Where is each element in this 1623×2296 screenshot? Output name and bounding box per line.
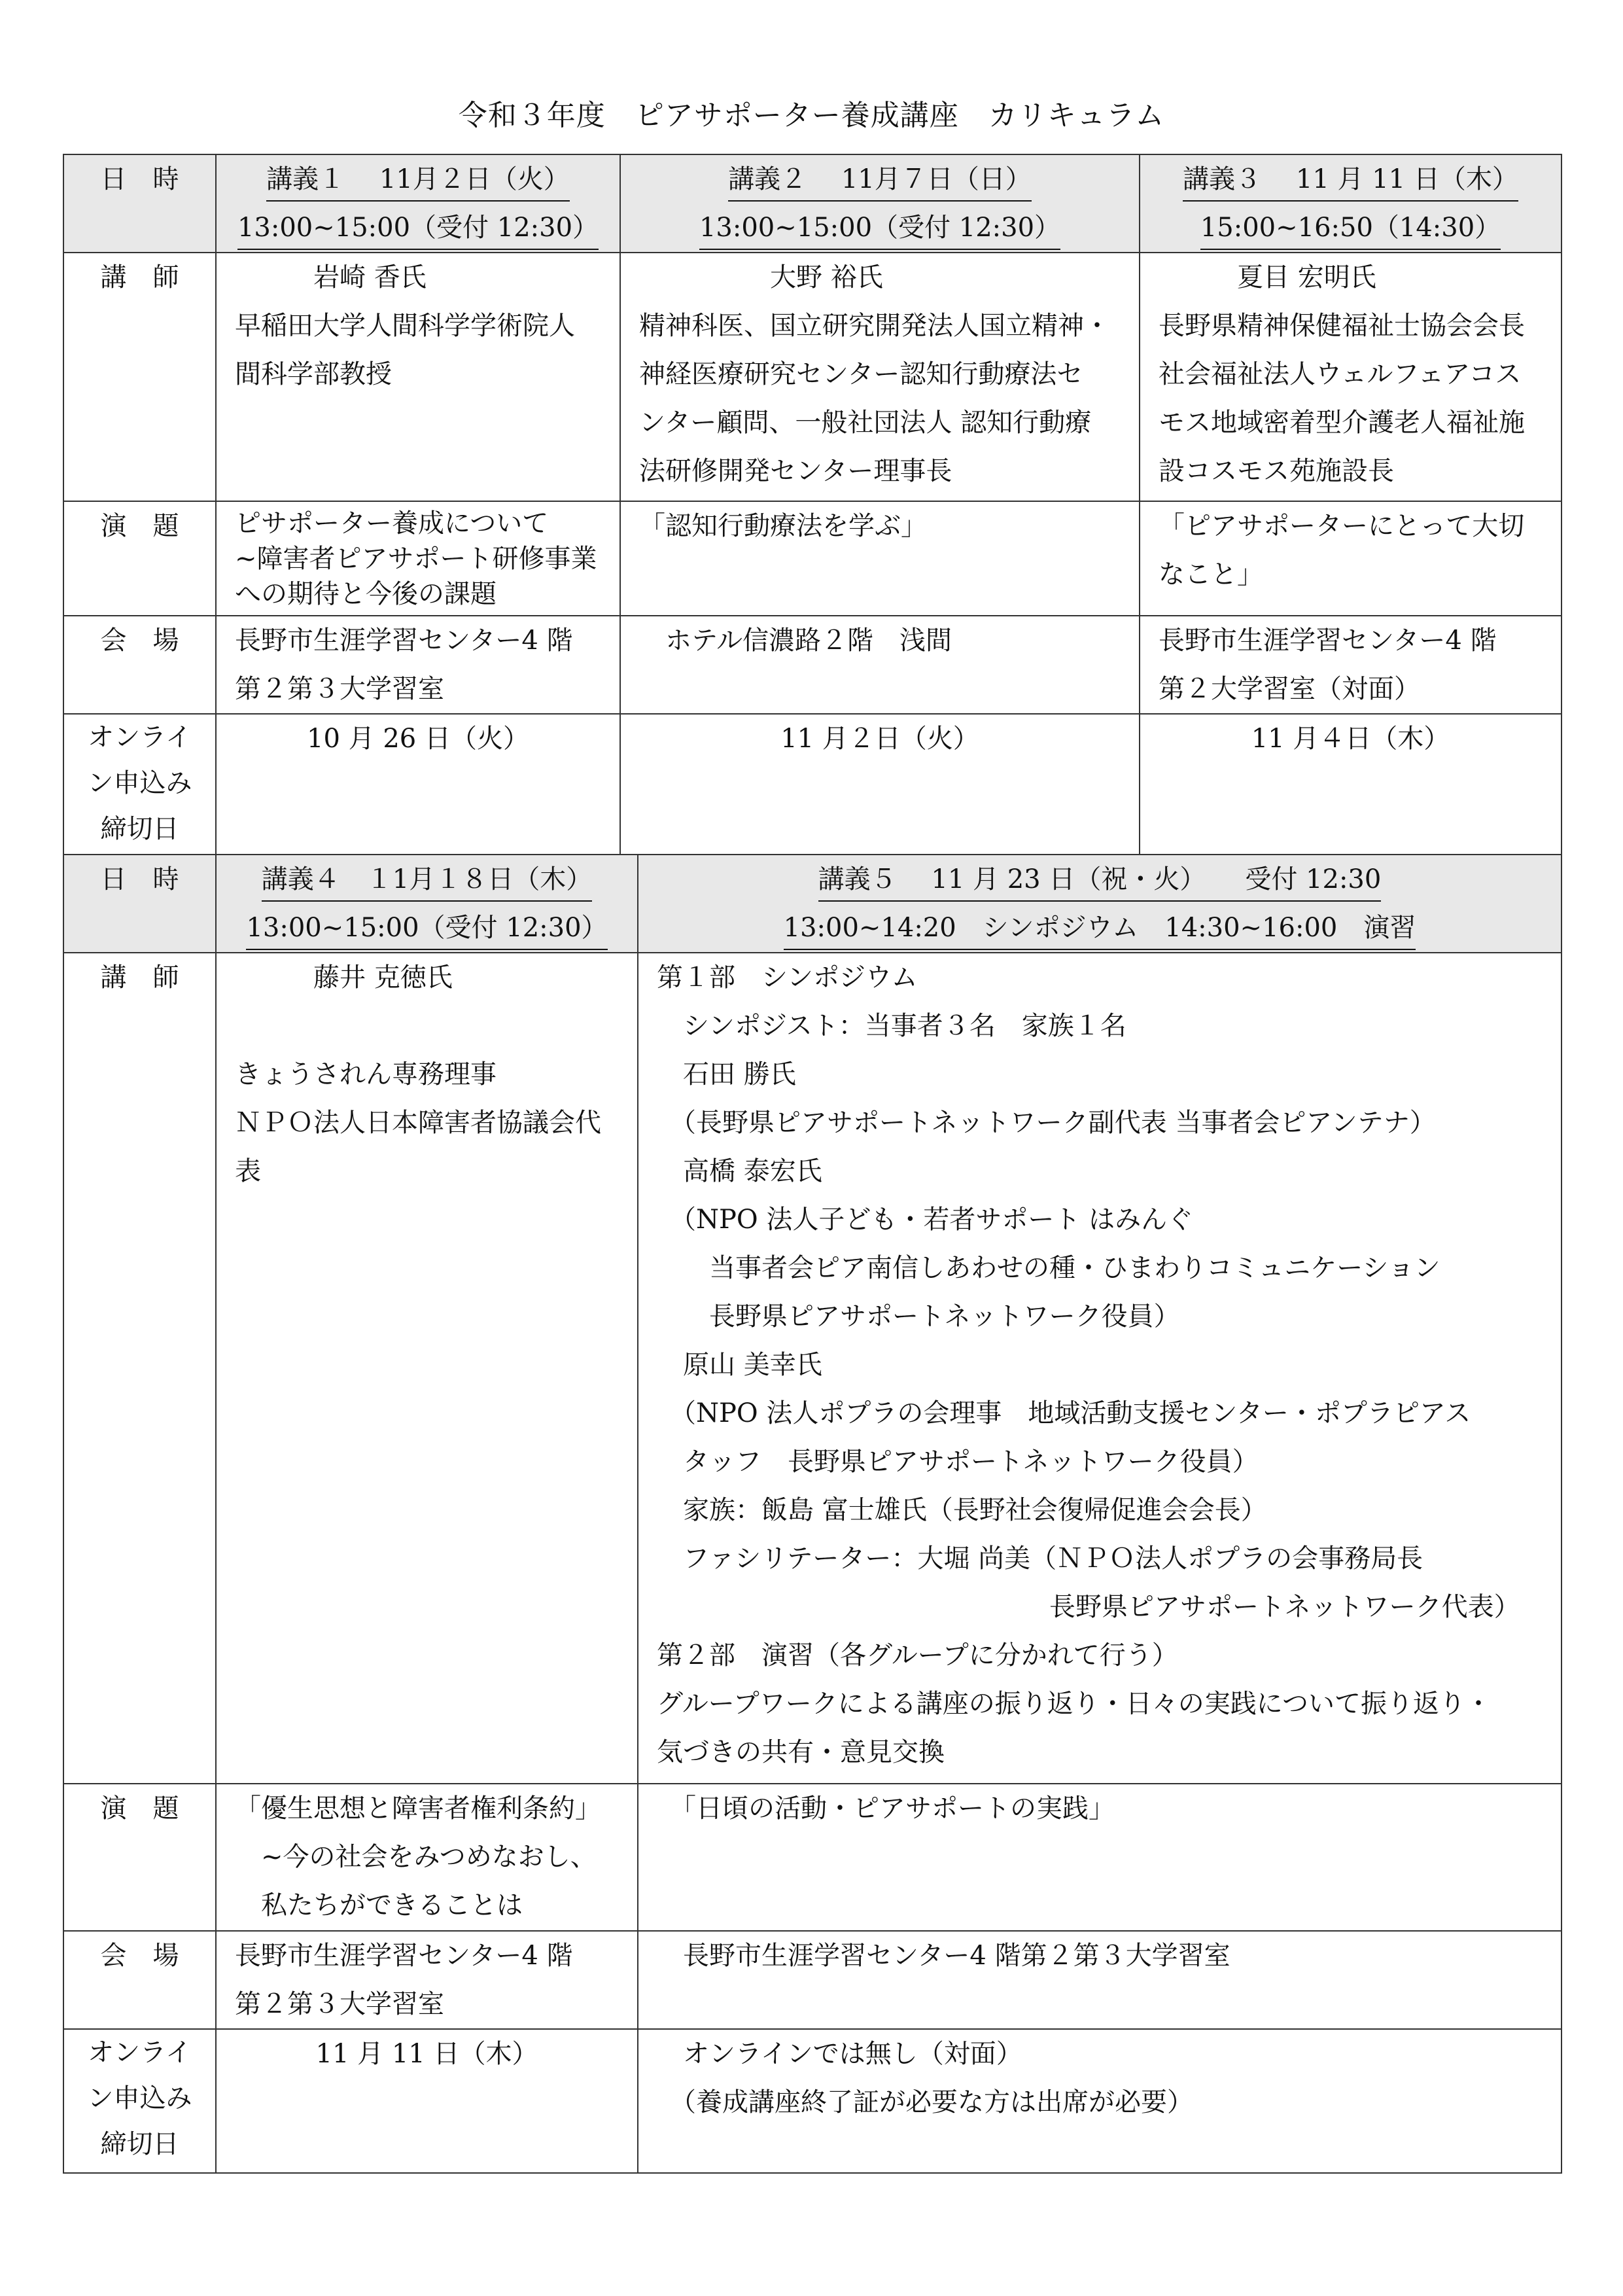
label-theme: 演 題 xyxy=(63,1784,216,1931)
lecture-4-theme: 「優生思想と障害者権利条約」 ~今の社会をみつめなおし、 私たちができることは xyxy=(216,1784,638,1931)
lecture-1-theme: ピサポーター養成について ~障害者ピアサポート研修事業 への期待と今後の課題 xyxy=(216,501,620,616)
lecture-3-venue: 長野市生涯学習センター4 階 第２大学習室（対面） xyxy=(1140,616,1562,714)
lecture-3-theme: 「ピアサポーターにとって大切 なこと」 xyxy=(1140,501,1562,616)
label-theme: 演 題 xyxy=(63,501,216,616)
label-venue: 会 場 xyxy=(63,616,216,714)
lecture-3-lecturer: 夏目 宏明氏 長野県精神保健福祉士協会会長 社会福祉法人ウェルフェアコス モス地域密着型介護老人福祉施 設コスモス苑施設長 xyxy=(1140,253,1562,501)
lecture-1-header: 講義１ 11月２日（火） 13:00~15:00（受付 12:30） xyxy=(216,154,620,253)
label-datetime: 日 時 xyxy=(63,855,216,953)
label-lecturer: 講 師 xyxy=(63,253,216,501)
lecture-5-header: 講義５ 11 月 23 日（祝・火） 受付 12:30 13:00~14:20 シンポジウム 14:30~16:00 演習 xyxy=(638,855,1562,953)
curriculum-table-2 xyxy=(63,854,1562,2174)
lecture-2-header: 講義２ 11月７日（日） 13:00~15:00（受付 12:30） xyxy=(620,154,1140,253)
label-deadline: オンライ ン申込み 締切日 xyxy=(63,2029,216,2173)
lecture-1-deadline: 10 月 26 日（火） xyxy=(216,714,620,855)
lecture-4-venue: 長野市生涯学習センター4 階 第２第３大学習室 xyxy=(216,1931,638,2029)
page-title: 令和３年度 ピアサポーター養成講座 カリキュラム xyxy=(458,99,1165,132)
label-venue: 会 場 xyxy=(63,1931,216,2029)
label-datetime: 日 時 xyxy=(63,154,216,253)
lecture-5-venue: 長野市生涯学習センター4 階第２第３大学習室 xyxy=(638,1931,1562,2029)
label-deadline: オンライ ン申込み 締切日 xyxy=(63,714,216,855)
lecture-3-deadline: 11 月４日（木） xyxy=(1140,714,1562,855)
lecture-2-venue: ホテル信濃路２階 浅間 xyxy=(620,616,1140,714)
curriculum-table-1 xyxy=(63,154,1562,855)
label-lecturer: 講 師 xyxy=(63,953,216,1784)
lecture-5-theme: 「日頃の活動・ピアサポートの実践」 xyxy=(638,1784,1562,1931)
lecture-2-theme: 「認知行動療法を学ぶ」 xyxy=(620,501,1140,616)
lecture-3-header: 講義３ 11 月 11 日（木） 15:00~16:50（14:30） xyxy=(1140,154,1562,253)
lecture-4-header: 講義４ １1月１８日（木） 13:00~15:00（受付 12:30） xyxy=(216,855,638,953)
lecture-1-lecturer: 岩崎 香氏 早稲田大学人間科学学術院人 間科学部教授 xyxy=(216,253,620,501)
lecture-4-deadline: 11 月 11 日（木） xyxy=(216,2029,638,2173)
lecture-2-deadline: 11 月２日（火） xyxy=(620,714,1140,855)
lecture-5-program: 第１部 シンポジウム シンポジスト：当事者３名 家族１名 石田 勝氏 （長野県ピアサポートネットワーク副代表 当事者会ピアンテナ） 高橋 泰宏氏 （NPO 法人子ども・若者サポート はみんぐ 当事者会ピア南信しあわせの種・ひまわりコミュニケーション 長野県ピアサポートネットワーク役員） 原山 美幸氏 （NPO 法人ポプラの会理事 地域活動支援センター・ポプラピアス タッフ 長野県ピアサポートネットワーク役員） 家族：飯島 富士雄氏（長野社会復帰促進会会長） ファシリテーター：大堀 尚美（ＮＰＯ法人ポプラの会事務局長 長野県ピアサポートネットワーク代表） 第２部 演習（各グループに分かれて行う） グループワークによる講座の振り返り・日々の実践について振り返り・ 気づきの共有・意見交換 xyxy=(638,953,1562,1784)
lecture-4-lecturer: 藤井 克徳氏 きょうされん専務理事 ＮＰＯ法人日本障害者協議会代 表 xyxy=(216,953,638,1784)
lecture-5-deadline: オンラインでは無し（対面） （養成講座終了証が必要な方は出席が必要） xyxy=(638,2029,1562,2173)
lecture-2-lecturer: 大野 裕氏 精神科医、国立研究開発法人国立精神・ 神経医療研究センター認知行動療法セ ンター顧問、一般社団法人 認知行動療 法研修開発センター理事長 xyxy=(620,253,1140,501)
lecture-1-venue: 長野市生涯学習センター4 階 第２第３大学習室 xyxy=(216,616,620,714)
